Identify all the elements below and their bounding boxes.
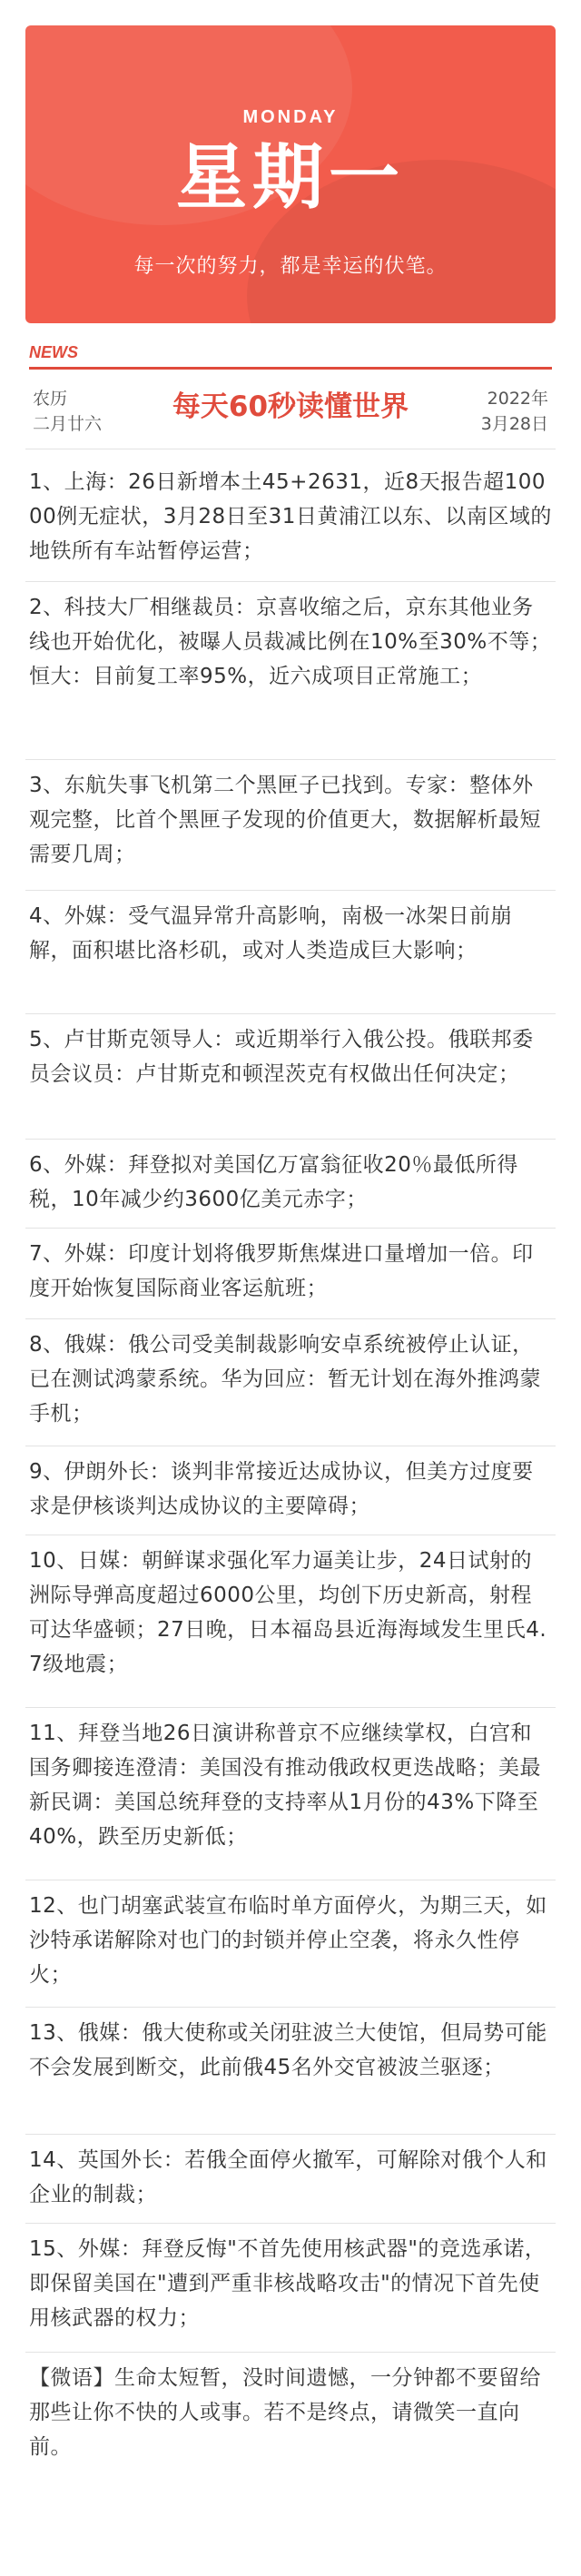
divider — [25, 1139, 556, 1140]
banner-motto: 每一次的努力，都是幸运的伏笔。 — [133, 255, 448, 278]
news-item: 11、拜登当地26日演讲称普京不应继续掌权，白宫和国务卿接连澄清：美国没有推动俄政权更迭战略；美最新民调：美国总统拜登的支持率从1月份的43%下降至40%，跌至历史新低； — [29, 1722, 541, 1849]
divider — [25, 581, 556, 582]
news-item: 6、外媒：拜登拟对美国亿万富翁征收20％最低所得税，10年减少约3600亿美元赤字； — [29, 1153, 518, 1211]
divider — [25, 2134, 556, 2135]
banner-day-english: MONDAY — [242, 107, 339, 127]
date-year: 2022年 — [487, 389, 548, 409]
news-item: 7、外媒：印度计划将俄罗斯焦煤进口量增加一倍。印度开始恢复国际商业客运航班； — [29, 1242, 534, 1300]
lunar-label: 农历 — [33, 389, 68, 409]
divider — [25, 1228, 556, 1229]
header-banner — [25, 25, 556, 323]
news-item: 14、英国外长：若俄全面停火撤军，可解除对俄个人和企业的制裁； — [29, 2148, 547, 2206]
lunar-date — [33, 386, 114, 437]
news-item: 1、上海：26日新增本土45+2631，近8天报告超10000例无症状，3月28日至31日黄浦江以东、以南区域的地铁所有车站暂停运营； — [29, 470, 552, 563]
divider — [25, 759, 556, 760]
news-item: 2、科技大厂相继裁员：京喜收缩之后，京东其他业务线也开始优化，被曝人员裁减比例在10%至30%不等；恒大：目前复工率95%，近六成项目正常施工； — [29, 596, 552, 688]
banner-day-chinese: 星期一 — [175, 137, 405, 219]
news-item: 12、也门胡塞武装宣布临时单方面停火，为期三天，如沙特承诺解除对也门的封锁并停止空袭，将永久性停火； — [29, 1894, 547, 1987]
news-tag: NEWS — [29, 343, 78, 361]
news-item: 15、外媒：拜登反悔"不首先使用核武器"的竞选承诺，即保留美国在"遭到严重非核战略攻击"的情况下首先使用核武器的权力； — [29, 2237, 547, 2330]
date-day: 3月28日 — [480, 414, 548, 434]
divider — [25, 1013, 556, 1014]
news-item: 13、俄媒：俄大使称或关闭驻波兰大使馆，但局势可能不会发展到断交，此前俄45名外交官被波兰驱逐； — [29, 2021, 547, 2079]
divider — [25, 2352, 556, 2353]
page-title: 每天60秒读懂世界 — [172, 390, 409, 423]
divider — [25, 2007, 556, 2008]
news-item: 3、东航失事飞机第二个黑匣子已找到。专家：整体外观完整，比首个黑匣子发现的价值更大，数据解析最短需要几周； — [29, 774, 541, 866]
news-underline — [29, 367, 552, 370]
divider — [25, 890, 556, 891]
news-item: 5、卢甘斯克领导人：或近期举行入俄公投。俄联邦委员会议员：卢甘斯克和顿涅茨克有权做出任何决定； — [29, 1028, 534, 1086]
lunar-day: 二月廿六 — [33, 414, 103, 434]
news-item: 9、伊朗外长：谈判非常接近达成协议，但美方过度要求是伊核谈判达成协议的主要障碍； — [29, 1460, 534, 1518]
news-item: 10、日媒：朝鲜谋求强化军力逼美让步，24日试射的洲际导弹高度超过6000公里，均创下历史新高，射程可达华盛顿；27日晚，日本福岛县近海海域发生里氏4.7级地震； — [29, 1549, 547, 1676]
divider — [25, 2223, 556, 2224]
news-item: 4、外媒：受气温异常升高影响，南极一冰架日前崩解，面积堪比洛杉矶，或对人类造成巨大影响； — [29, 904, 513, 962]
news-item: 8、俄媒：俄公司受美制裁影响安卓系统被停止认证，已在测试鸿蒙系统。华为回应：暂无计划在海外推鸿蒙手机； — [29, 1333, 541, 1426]
gregorian-date — [458, 386, 548, 437]
micro-quote: 【微语】生命太短暂，没时间遗憾，一分钟都不要留给那些让你不快的人或事。若不是终点，请微笑一直向前。 — [29, 2366, 541, 2459]
divider — [25, 1707, 556, 1708]
divider — [25, 1318, 556, 1319]
